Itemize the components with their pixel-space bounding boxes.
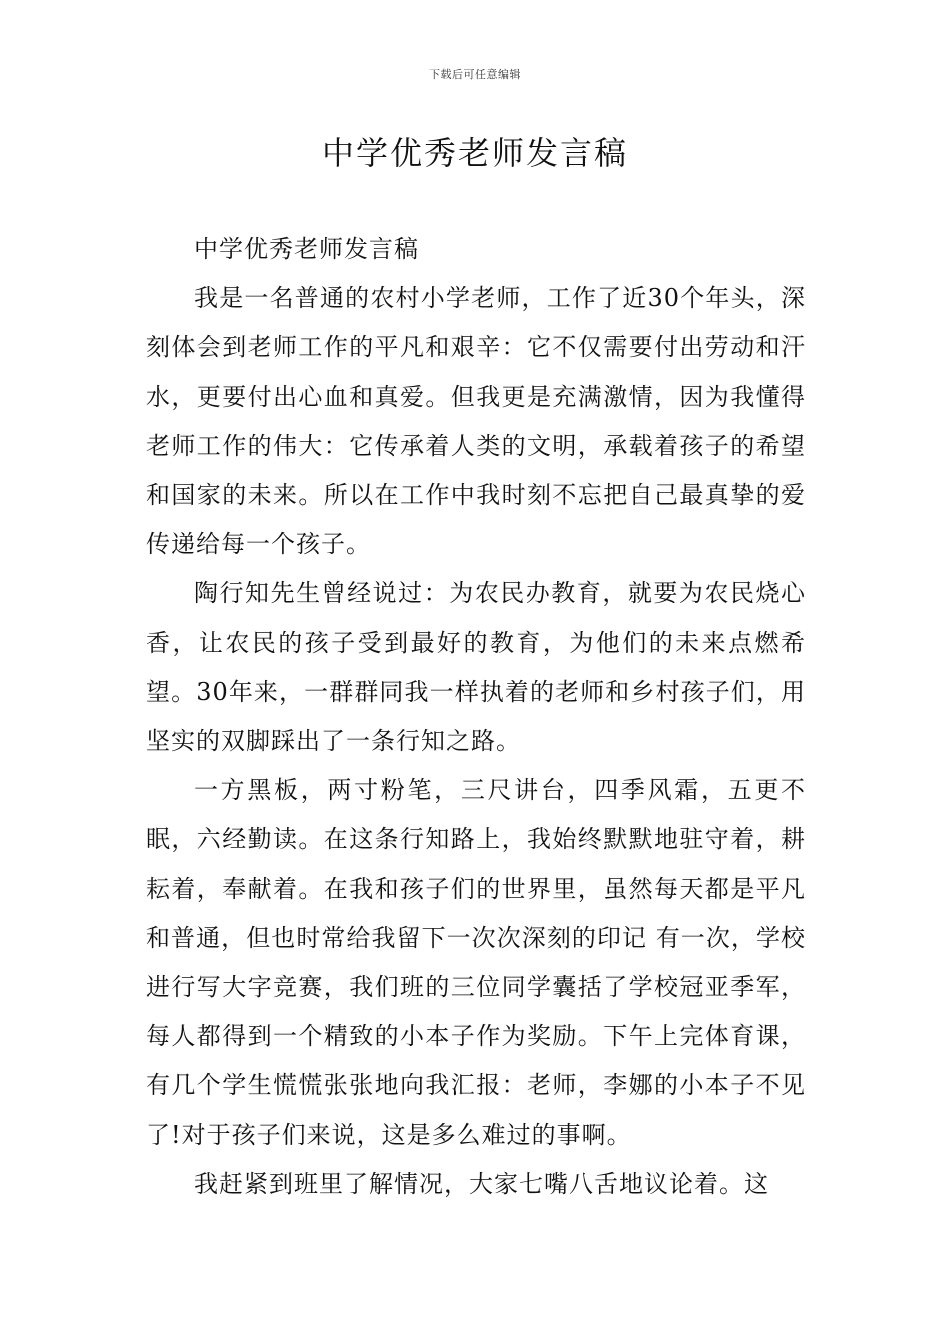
header-note: 下载后可任意编辑 bbox=[429, 68, 521, 81]
paragraph: 我赶紧到班里了解情况，大家七嘴八舌地议论着。这 bbox=[194, 1169, 769, 1198]
paragraph: 一方黑板，两寸粉笔，三尺讲台，四季风霜，五更不眠，六经勤读。在这条行知路上，我始终默默地驻守着，耕耘着，奉献着。在我和孩子们的世界里，虽然每天都是平凡和普通，但也时常给我留下一次次深刻的印记 有一次，学校进行写大字竞赛，我们班的三位同学囊括了学校冠亚季军，每人都得到一个精致的小本子作为奖励。下午上完体育课，有几个学生慌慌张张地向我汇报：老师，李娜的小本子不见了!对于孩子们来说，这是多么难过的事啊。 bbox=[146, 776, 806, 1149]
paragraph: 陶行知先生曾经说过：为农民办教育，就要为农民烧心香，让农民的孩子受到最好的教育，为他们的未来点燃希望。30年来，一群群同我一样执着的老师和乡村孩子们，用坚实的双脚踩出了一条行知之路。 bbox=[146, 579, 806, 756]
document-title: 中学优秀老师发言稿 bbox=[321, 134, 628, 172]
paragraph: 我是一名普通的农村小学老师，工作了近30个年头，深刻体会到老师工作的平凡和艰辛：它不仅需要付出劳动和汗水，更要付出心血和真爱。但我更是充满激情，因为我懂得老师工作的伟大：它传承着人类的文明，承载着孩子的希望和国家的未来。所以在工作中我时刻不忘把自己最真挚的爱传递给每一个孩子。 bbox=[146, 284, 806, 559]
paragraph: 中学优秀老师发言稿 bbox=[194, 235, 419, 263]
document-body bbox=[146, 225, 806, 1209]
